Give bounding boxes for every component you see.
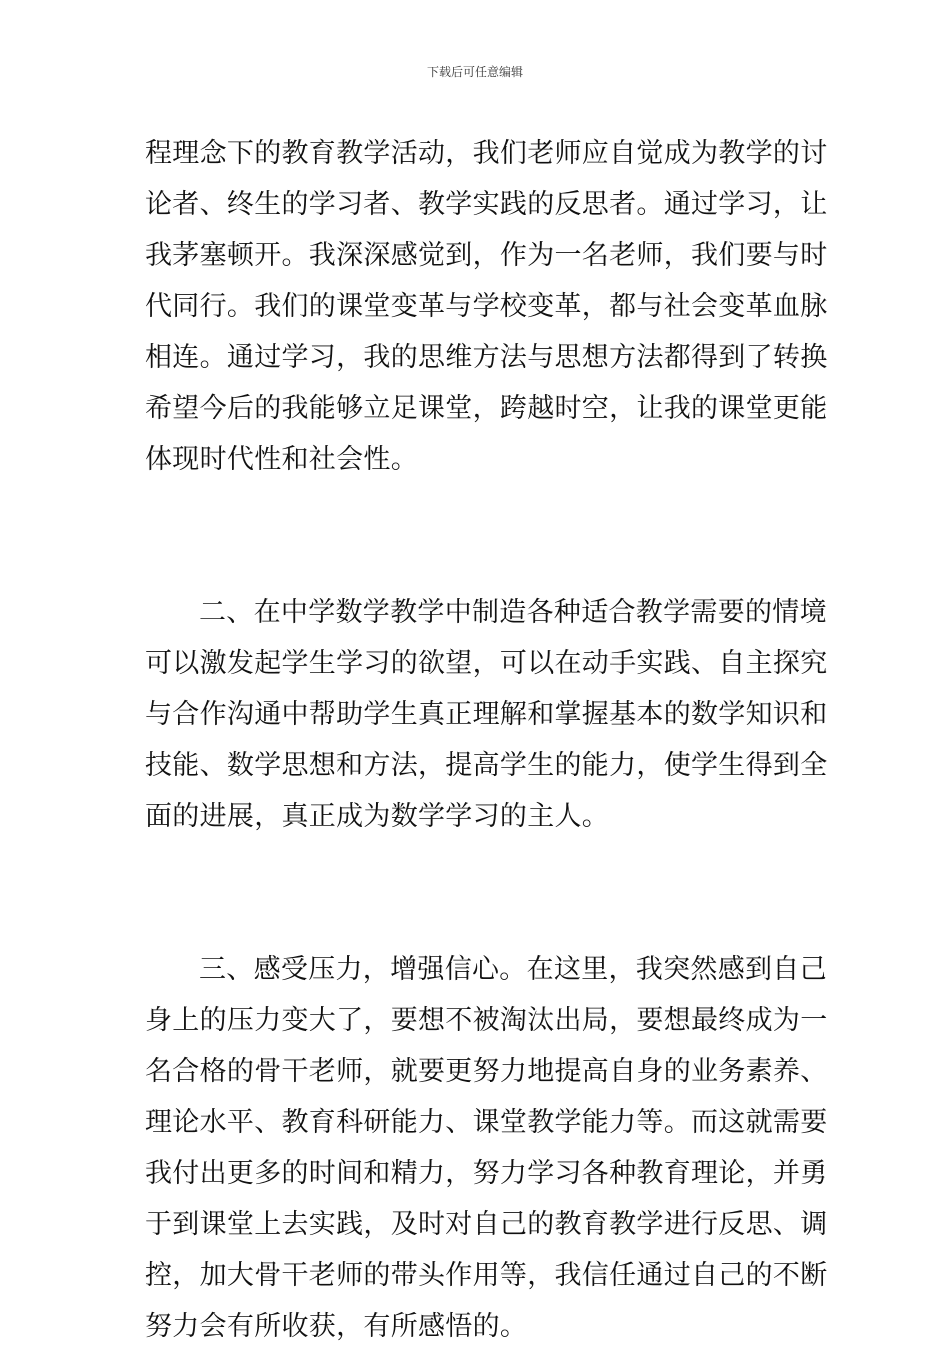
text-line: 理论水平、教育科研能力、课堂教学能力等。而这就需要: [145, 1107, 828, 1138]
text-line: 二、在中学数学教学中制造各种适合教学需要的情境: [199, 597, 827, 628]
text-line: 代同行。我们的课堂变革与学校变革，都与社会变革血脉: [145, 291, 828, 322]
text-line: 于到课堂上去实践，及时对自己的教育教学进行反思、调: [145, 1209, 828, 1240]
text-line: 身上的压力变大了，要想不被淘汰出局，要想最终成为一: [145, 1005, 828, 1036]
text-line: 控，加大骨干老师的带头作用等，我信任通过自己的不断: [145, 1260, 828, 1291]
paragraph-2: [145, 587, 828, 842]
paragraph-3: [145, 944, 828, 1352]
text-line: 技能、数学思想和方法，提高学生的能力，使学生得到全: [145, 750, 828, 781]
paragraph-spacer: [145, 536, 825, 587]
text-line: 可以激发起学生学习的欲望，可以在动手实践、自主探究: [145, 648, 828, 679]
text-line: 论者、终生的学习者、教学实践的反思者。通过学习，让: [145, 189, 828, 220]
text-line: 相连。通过学习，我的思维方法与思想方法都得到了转换: [145, 342, 828, 373]
text-line: 与合作沟通中帮助学生真正理解和掌握基本的数学知识和: [145, 699, 828, 730]
text-line: 希望今后的我能够立足课堂，跨越时空，让我的课堂更能: [145, 393, 828, 424]
paragraph-spacer: [145, 893, 825, 944]
paragraph-spacer: [145, 842, 825, 893]
text-line: 我付出更多的时间和精力，努力学习各种教育理论，并勇: [145, 1158, 828, 1189]
text-line: 三、感受压力，增强信心。在这里，我突然感到自己: [199, 954, 827, 985]
paragraph-1: [145, 128, 828, 485]
text-line: 名合格的骨干老师，就要更努力地提高自身的业务素养、: [145, 1056, 828, 1087]
text-line: 努力会有所收获，有所感悟的。: [145, 1311, 528, 1342]
text-line: 面的进展，真正成为数学学习的主人。: [145, 801, 610, 832]
text-line: 我茅塞顿开。我深深感觉到，作为一名老师，我们要与时: [145, 240, 828, 271]
document-body: [145, 128, 828, 1352]
text-line: 体现时代性和社会性。: [145, 444, 418, 475]
paragraph-spacer: [145, 485, 825, 536]
page-header: 下载后可任意编辑: [426, 65, 523, 79]
text-line: 程理念下的教育教学活动，我们老师应自觉成为教学的讨: [145, 138, 828, 169]
